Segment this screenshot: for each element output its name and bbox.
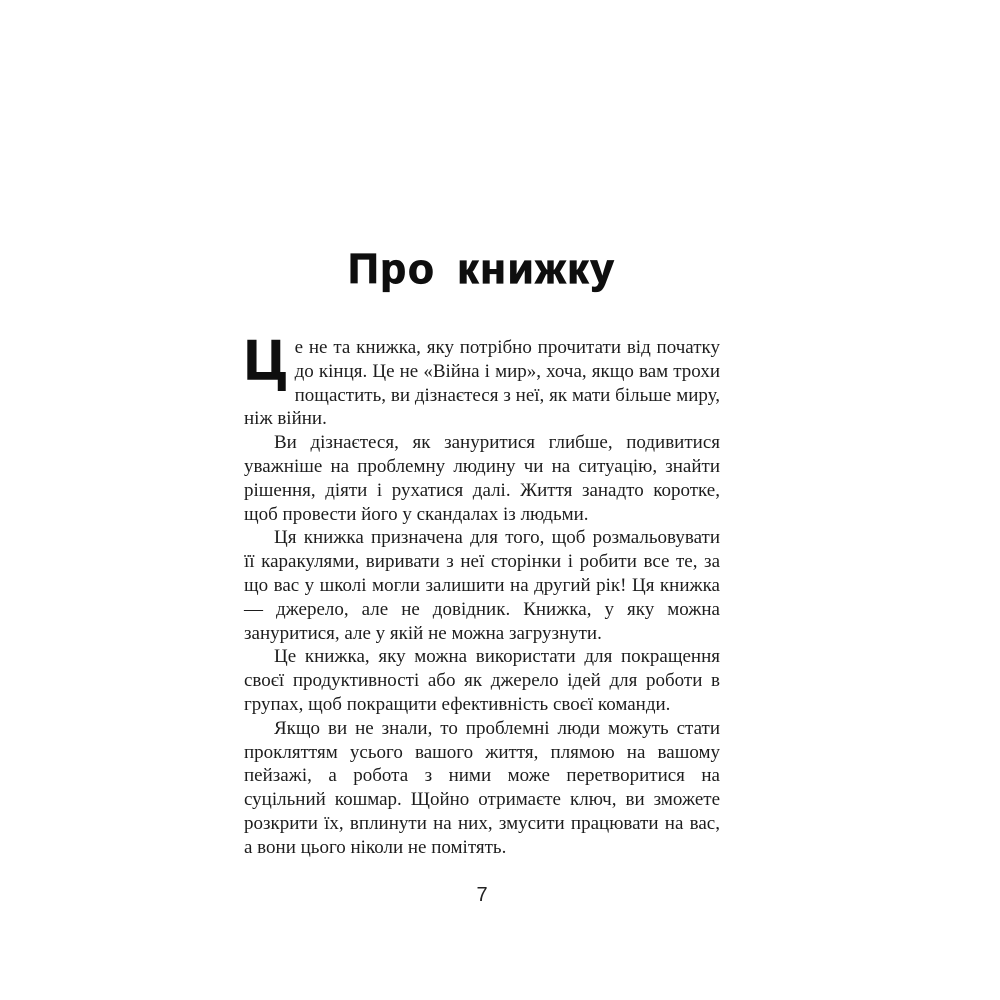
paragraph-text: е не та книжка, яку потрібно прочитати від початку до кінця. Це не «Війна і мир», хоча, якщо вам трохи пощастить, ви дізнаєтеся з неї, як мати більше миру, ніж війни. [244, 337, 720, 430]
paragraph: Ця книжка призначена для того, щоб розмальовувати її каракулями, виривати з неї сторінки і робити все те, за що вас у школі могли залишити на другий рік! Ця книжка — джерело, але не довідник. Книжка, у яку можна зануритися, але у якій не можна загрузнути. [244, 527, 720, 644]
paragraph [244, 328, 720, 431]
paragraph: Ви дізнаєтеся, як зануритися глибше, подивитися уважніше на проблемну людину чи на ситуацію, знайти рішення, діяти і рухатися далі. Життя занадто коротке, щоб провести його у скандалах із людьми. [244, 432, 720, 525]
page-number: 7 [476, 884, 488, 906]
paragraph: Це книжка, яку можна використати для покращення своєї продуктивності або як джерело ідей для роботи в групах, щоб покращити ефективність своєї команди. [244, 646, 720, 715]
chapter-title: Про книжку [348, 245, 616, 292]
body-text [244, 328, 720, 860]
paragraph: Якщо ви не знали, то проблемні люди можуть стати прокляттям усього вашого життя, плямою на вашому пейзажі, а робота з ними може перетворитися на суцільний кошмар. Щойно отримаєте ключ, ви зможете розкрити їх, вплинути на них, змусити працювати на вас, а вони цього ніколи не помітять. [244, 717, 720, 858]
drop-cap: Ц [244, 328, 286, 392]
